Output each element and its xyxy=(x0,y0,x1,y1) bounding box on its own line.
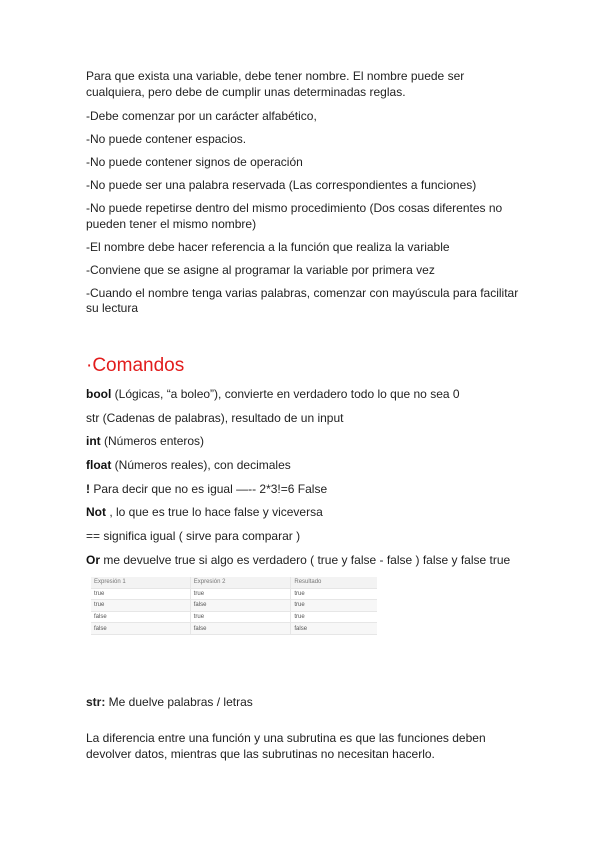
table-cell: true xyxy=(190,588,291,600)
str-line xyxy=(86,695,253,709)
table-cell: true xyxy=(291,588,377,600)
rule-item: -No puede contener espacios. xyxy=(86,132,247,146)
command-desc: str (Cadenas de palabras), resultado de un input xyxy=(86,410,344,425)
rule-item: -Conviene que se asigne al programar la variable por primera vez xyxy=(86,262,435,277)
command-item xyxy=(86,458,556,473)
str-term: str: xyxy=(86,695,106,709)
table-row xyxy=(91,623,377,635)
table-cell: false xyxy=(190,600,291,612)
str-desc: Me duelve palabras / letras xyxy=(105,695,253,709)
truth-table xyxy=(91,577,377,635)
command-desc: Para decir que no es igual —-- 2*3!=6 False xyxy=(90,481,328,496)
rule-item: -Debe comenzar por un carácter alfabético, xyxy=(86,109,317,123)
rule-item: -Cuando el nombre tenga varias palabras, comenzar con mayúscula para facilitar su lectura xyxy=(86,285,519,315)
command-item xyxy=(86,387,556,402)
command-item xyxy=(86,529,556,544)
command-term: ! xyxy=(86,481,90,496)
table-cell: true xyxy=(190,611,291,623)
table-cell: true xyxy=(91,600,190,612)
command-desc: , lo que es true lo hace false y viceversa xyxy=(106,505,323,520)
table-cell: false xyxy=(91,611,190,623)
table-cell: false xyxy=(190,623,291,635)
command-desc: me devuelve true si algo es verdadero ( true y false - false ) false y false true xyxy=(100,552,511,567)
intro-paragraph: Para que exista una variable, debe tener nombre. El nombre puede ser cualquiera, pero debe de cumplir unas determinadas reglas. xyxy=(86,69,465,99)
command-item xyxy=(86,505,556,520)
command-item xyxy=(86,434,556,449)
command-item xyxy=(86,482,556,497)
command-desc: (Lógicas, “a boleo”), convierte en verdadero todo lo que no sea 0 xyxy=(111,387,460,401)
command-item xyxy=(86,553,556,568)
table-header-cell: Resultado xyxy=(291,577,377,588)
command-item xyxy=(86,411,556,426)
table-header-cell: Expresión 2 xyxy=(190,577,291,588)
command-term: float xyxy=(86,458,112,473)
rule-item: -No puede ser una palabra reservada (Las correspondientes a funciones) xyxy=(86,178,477,192)
table-cell: false xyxy=(91,623,190,635)
rules-section xyxy=(86,69,526,317)
table-header-cell: Expresión 1 xyxy=(91,577,190,588)
command-desc: (Números reales), con decimales xyxy=(111,458,291,473)
command-term: bool xyxy=(86,387,112,401)
command-desc: (Números enteros) xyxy=(100,434,205,449)
table-cell: true xyxy=(291,611,377,623)
rule-item: -No puede contener signos de operación xyxy=(86,155,303,169)
table-cell: false xyxy=(291,623,377,635)
command-term: Or xyxy=(86,552,101,567)
command-term: int xyxy=(86,434,101,449)
section-heading: ·Comandos xyxy=(86,355,185,376)
commands-list xyxy=(86,387,556,577)
table-cell: true xyxy=(91,588,190,600)
rule-item: -No puede repetirse dentro del mismo procedimiento (Dos cosas diferentes no pueden tener el mismo nombre) xyxy=(86,201,503,231)
table-row xyxy=(91,600,377,612)
command-desc: == significa igual ( sirve para comparar ) xyxy=(86,529,301,544)
table-row xyxy=(91,588,377,600)
table-cell: true xyxy=(291,600,377,612)
table-header-row xyxy=(91,577,377,588)
table-row xyxy=(91,611,377,623)
closing-paragraph: La diferencia entre una función y una subrutina es que las funciones deben devolver datos, mientras que las subrutinas no necesitan hacerlo. xyxy=(86,731,486,761)
command-term: Not xyxy=(86,505,106,520)
rule-item: -El nombre debe hacer referencia a la función que realiza la variable xyxy=(86,239,450,254)
